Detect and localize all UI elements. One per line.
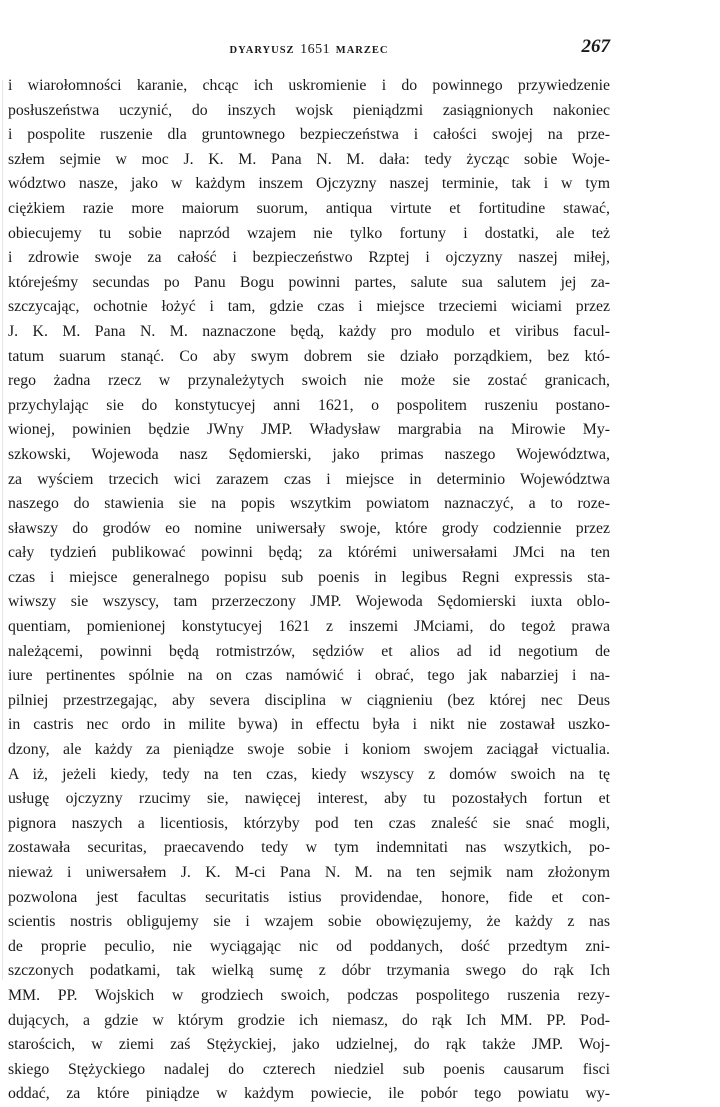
text-line: usługę ojczyzny rzucimy sie, nawięcej interest, aby tu pozostałych fortun et xyxy=(8,790,610,808)
text-line: in castris nec ordo in milite bywa) in effectu była i nikt nie zostawał uszko- xyxy=(8,716,610,734)
text-line: sławszy do grodów eo nomine uniwersały swoje, które grody codziennie przez xyxy=(8,519,610,537)
text-line: szczycając, ochotnie łożyć i tam, gdzie czas i miejsce trzeciemi wiciami przez xyxy=(8,298,610,316)
text-line: quentiam, pomienionej konstytucyej 1621 z inszemi JMciami, do tegoż prawa xyxy=(8,618,610,636)
text-line: i pospolite ruszenie dla gruntownego bezpieczeństwa i całości swojej na prze- xyxy=(8,126,610,144)
text-line: szkowski, Wojewoda nasz Sędomierski, jako primas naszego Województwa, xyxy=(8,445,610,463)
text-line: ciężkiem razie more maiorum suorum, antiqua virtute et fortitudine stawać, xyxy=(8,199,610,217)
page-number: 267 xyxy=(581,36,610,57)
text-line: i zdrowie swoje za całość i bezpieczeństwo Rzptej i ojczyzny naszej miłej, xyxy=(8,249,610,267)
text-line: szłem sejmie w moc J. K. M. Pana N. M. dała: tedy życząc sobie Woje- xyxy=(8,150,610,168)
text-line: dujących, a gdzie w którym grodzie ich niemasz, do rąk Ich MM. PP. Pod- xyxy=(8,1011,610,1029)
text-line: naszego do stawienia sie na popis wszytkim powiatom naznaczyć, a to roze- xyxy=(8,495,610,513)
text-line: cały tydzień publikować powinni będą; za którémi uniwersałami JMci na ten xyxy=(8,544,610,562)
running-head xyxy=(8,42,610,58)
running-head-year: 1651 xyxy=(300,42,331,57)
text-line: którejeśmy secundas po Panu Bogu powinni partes, salute sua salutem jej za- xyxy=(8,273,610,291)
text-line: de proprie peculio, nie wyciągając nic od poddanych, dość przedtym zni- xyxy=(8,937,610,955)
scan-edge-shadow xyxy=(2,80,3,980)
text-line: tatum suarum stanąć. Co aby swym dobrem sie działo porządkiem, bez któ- xyxy=(8,347,610,365)
text-line: wionej, powinien będzie JWny JMP. Władysław margrabia na Mirowie My- xyxy=(8,421,610,439)
text-line: dzony, ale każdy za pieniądze swoje sobie i koniom swojem zaciągał victualia. xyxy=(8,741,610,759)
text-line: MM. PP. Wojskich w grodziech swoich, podczas pospolitego ruszenia rezy- xyxy=(8,986,610,1004)
text-line: posłuszeństwa uczynić, do inszych wojsk pieniądzmi zasiągnionych nakoniec xyxy=(8,101,610,119)
text-line: skiego Stężyckiego nadalej do czterech niedziel sub poenis causarum fisci xyxy=(8,1060,610,1078)
text-line: oddać, za które piniądze w każdym powiecie, ile pobór tego powiatu wy- xyxy=(8,1085,610,1103)
text-line: czas i miejsce generalnego popisu sub poenis in legibus Regni expressis sta- xyxy=(8,568,610,586)
text-line: należącemi, powinni będą rotmistrzów, sędziów et alios ad id negotium de xyxy=(8,642,610,660)
text-line: pignora naszych a licentiosis, którzyby pod ten czas znaleść sie snać mogli, xyxy=(8,814,610,832)
text-line: rego żadna rzecz w przynależytych swoich nie może sie zostać granicach, xyxy=(8,372,610,390)
text-line: przychylając sie do konstytucyej anni 1621, o pospolitem ruszeniu postano- xyxy=(8,396,610,414)
text-line: wiwszy sie wszyscy, tam przerzeczony JMP. Wojewoda Sędomierski iuxta oblo- xyxy=(8,593,610,611)
text-line: za wyściem trzecich wici zarazem czas i miejsce in determinio Województwa xyxy=(8,470,610,488)
text-line: J. K. M. Pana N. M. naznaczone będą, każdy pro modulo et viribus facul- xyxy=(8,322,610,340)
text-line: obiecujemy tu sobie naprzód wzajem nie tylko fortuny i dostatki, ale też xyxy=(8,224,610,242)
text-line: nieważ i uniwersałem J. K. M-ci Pana N. M. na ten sejmik nam złożonym xyxy=(8,864,610,881)
text-line: wództwo nasze, jako w każdym inszem Ojczyzny naszej terminie, tak i w tym xyxy=(8,175,610,193)
running-head-month: MARZEC xyxy=(335,45,389,56)
text-line: pozwolona jest facultas securitatis istius providendae, honore, fide et con- xyxy=(8,888,610,906)
text-line: scientis nostris obligujemy sie i wzajem sobie obowięzujemy, że każdy z nas xyxy=(8,913,610,931)
running-head-title: DYARYUSZ xyxy=(229,45,295,56)
text-line: szczonych podatkami, tak wielką sumę z dóbr trzymania swego do rąk Ich xyxy=(8,962,610,980)
text-line: pilniej przestrzegając, aby severa disciplina w ciągnieniu (bez której nec Deus xyxy=(8,691,610,709)
text-line: i wiarołomności karanie, chcąc ich uskromienie i do powinnego przywiedzenie xyxy=(8,77,610,94)
text-line: starościch, w ziemi zaś Stężyckiej, jako udzielnej, do rąk także JMP. Woj- xyxy=(8,1036,610,1054)
text-line: A iż, jeżeli kiedy, tedy na ten czas, kiedy wszyscy z domów swoich na tę xyxy=(8,765,610,783)
text-line: zostawała securitas, praecavendo tedy w tym indemnitati nas wszytkich, po- xyxy=(8,839,610,857)
page-header xyxy=(8,36,610,60)
text-line: iure pertinentes spólnie na on czas namówić i obrać, tego jak nabarziej i na- xyxy=(8,667,610,685)
body-text xyxy=(8,74,610,1107)
